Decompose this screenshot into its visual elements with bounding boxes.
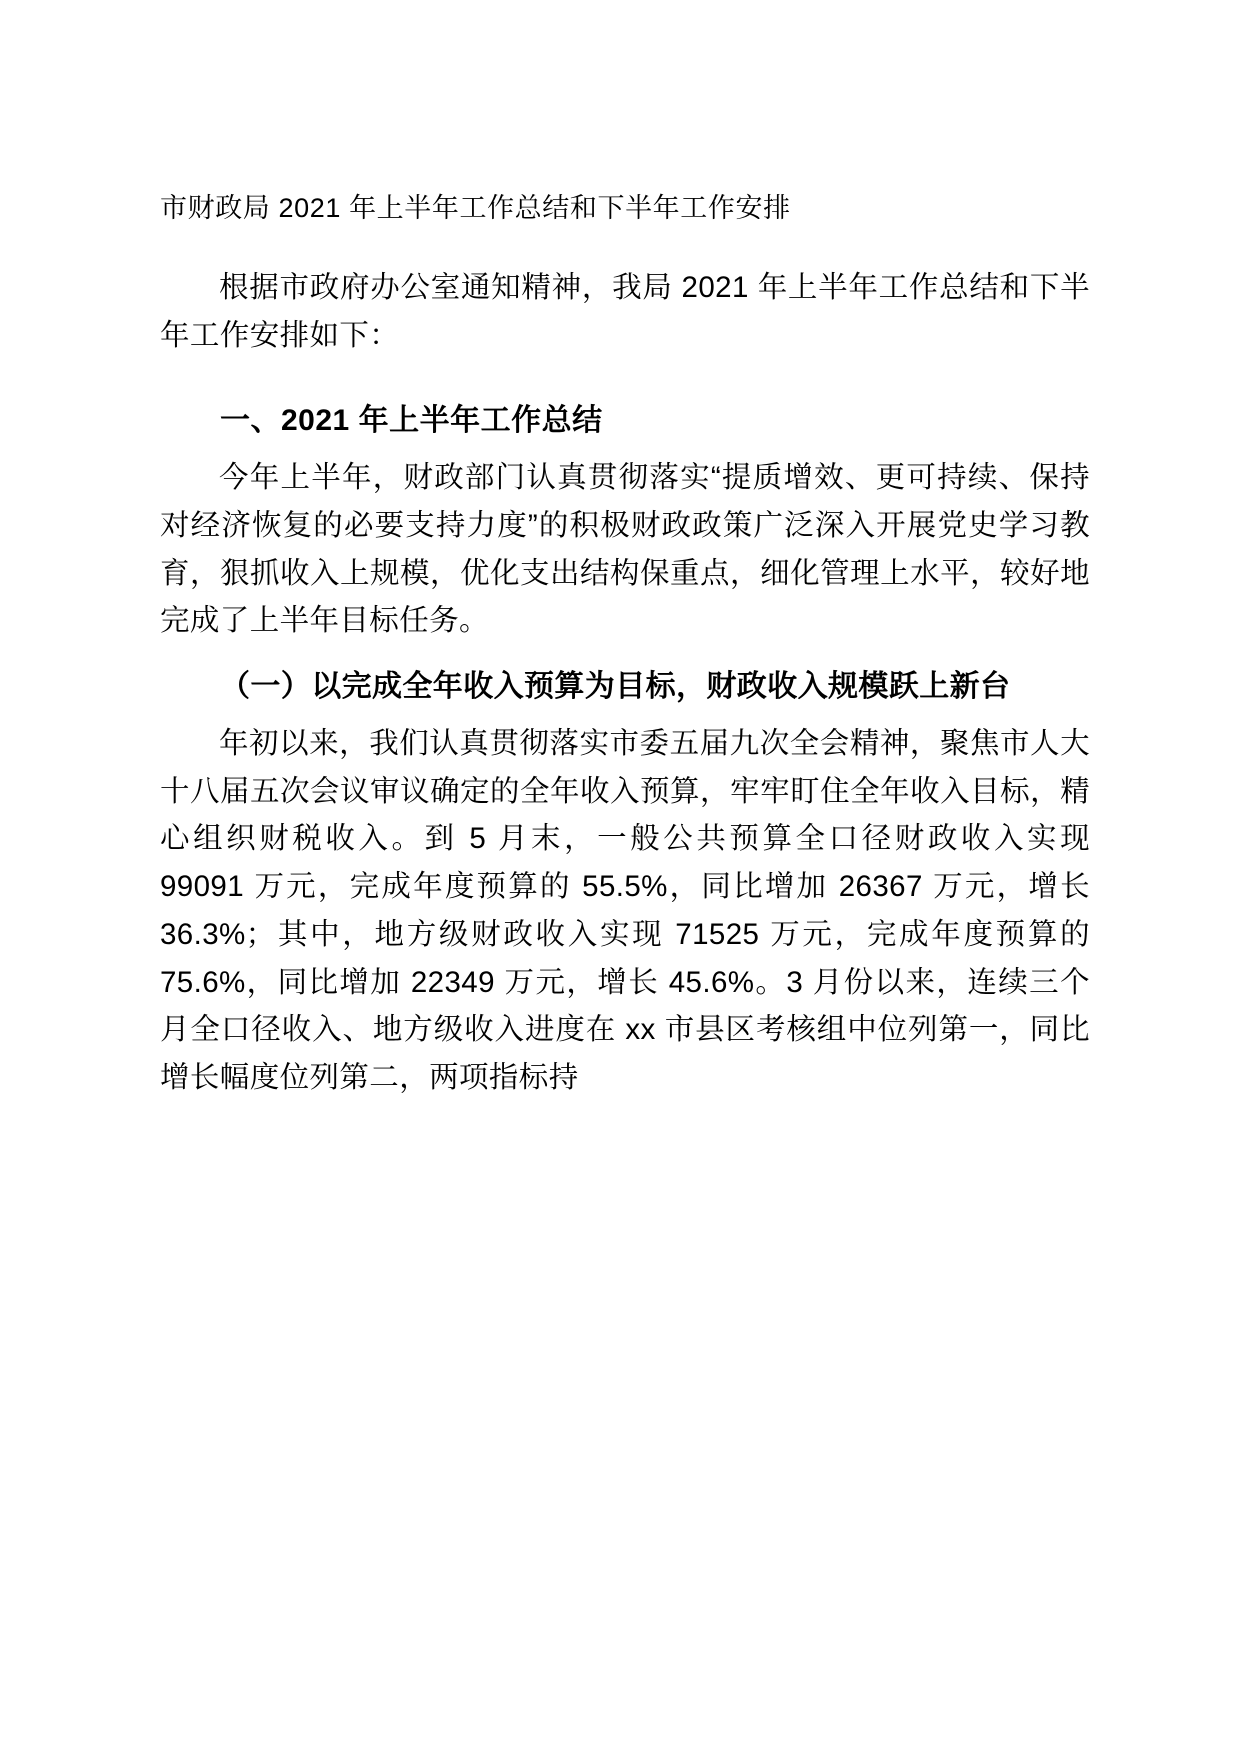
subsection-heading-1: （一）以完成全年收入预算为目标，财政收入规模跃上新台 xyxy=(220,670,1011,704)
document-title: 市财政局 2021 年上半年工作总结和下半年工作安排 xyxy=(160,193,791,223)
section-intro-paragraph: 今年上半年，财政部门认真贯彻落实“提质增效、更可持续、保持对经济恢复的必要支持力度”的积极财政政策广泛深入开展党史学习教育，狠抓收入上规模，优化支出结构保重点，细化管理上水平，较好地完成了上半年目标任务。 xyxy=(160,461,1090,638)
section-heading-1: 一、2021 年上半年工作总结 xyxy=(220,404,603,438)
subsection-body-paragraph: 年初以来，我们认真贯彻落实市委五届九次全会精神，聚焦市人大十八届五次会议审议确定的全年收入预算，牢牢盯住全年收入目标，精心组织财税收入。到 5 月末，一般公共预算全口径财政收入实现 99091 万元，完成年度预算的 55.5%，同比增加 26367 万元，增长 36.3%；其中，地方级财政收入实现 71525 万元，完成年度预算的 75.6%，同比增加 22349 万元，增长 45.6%。3 月份以来，连续三个月全口径收入、地方级收入进度在 xx 市县区考核组中位列第一，同比增长幅度位列第二，两项指标持 xyxy=(160,726,1090,1095)
spacer xyxy=(160,365,1090,377)
intro-paragraph: 根据市政府办公室通知精神，我局 2021 年上半年工作总结和下半年工作安排如下： xyxy=(160,270,1090,352)
